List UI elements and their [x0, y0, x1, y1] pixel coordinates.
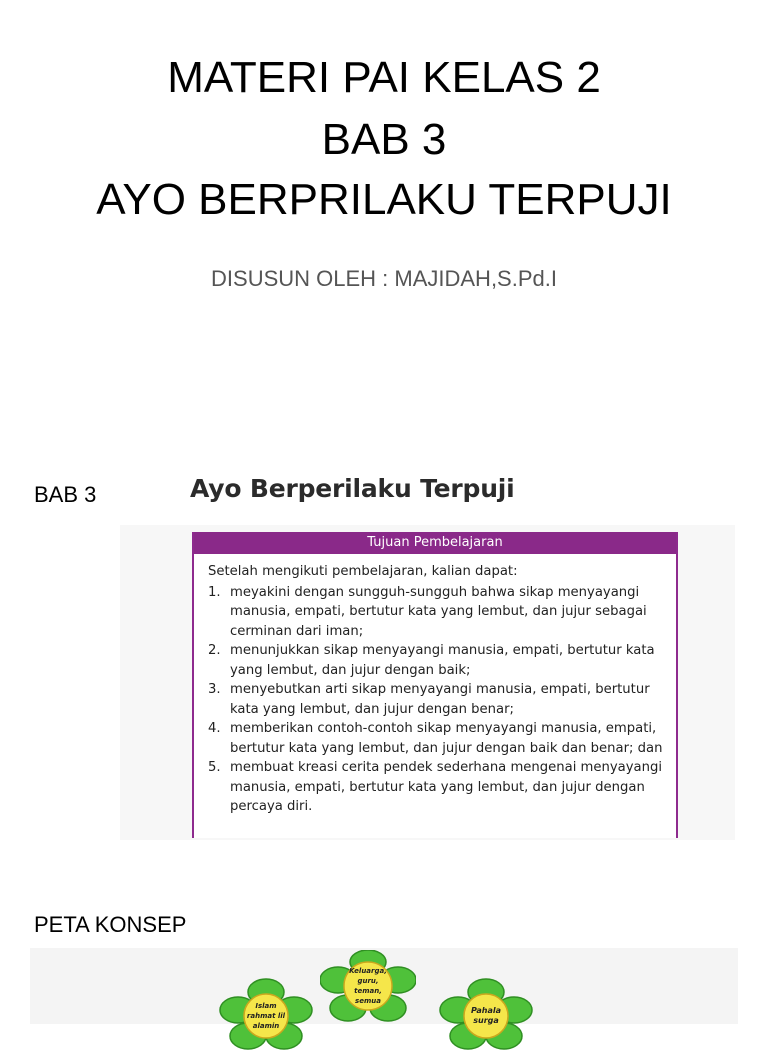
objective-item-2 [208, 641, 666, 680]
objective-text: memberikan contoh-contoh sikap menyayangi manusia, empati, bertutur kata yang lembut, dan jujur dengan baik dan benar; dan [230, 721, 663, 756]
concept-flower-pahala [438, 978, 534, 1058]
author-subtitle: DISUSUN OLEH : MAJIDAH,S.Pd.I [211, 266, 557, 291]
objective-number: 4. [208, 721, 221, 736]
objective-number: 3. [208, 682, 221, 697]
objective-number: 5. [208, 760, 221, 775]
objective-item-3 [208, 680, 666, 719]
objectives-body [194, 554, 676, 817]
book-chapter-heading: Ayo Berperilaku Terpuji [190, 474, 515, 503]
objective-item-4 [208, 719, 666, 758]
objectives-list [208, 583, 666, 817]
objective-text: membuat kreasi cerita pendek sederhana mengenai menyayangi manusia, empati, bertutur kata yang lembut, dan jujur dengan percaya diri. [230, 760, 663, 814]
flower-label: Keluarga, guru, teman, semua [349, 967, 387, 1005]
objective-number: 2. [208, 643, 221, 658]
concept-map-label: PETA KONSEP [34, 912, 187, 937]
title-line-2: BAB 3 [321, 115, 447, 164]
objective-text: menunjukkan sikap menyayangi manusia, empati, bertutur kata yang lembut, dan jujur dengan baik; [230, 643, 655, 678]
concept-flower-islam [218, 978, 314, 1058]
title-line-3: AYO BERPRILAKU TERPUJI [96, 175, 672, 224]
objective-text: menyebutkan arti sikap menyayangi manusia, empati, bertutur kata yang lembut, dan jujur dengan benar; [230, 682, 650, 717]
objectives-header: Tujuan Pembelajaran [194, 532, 676, 554]
concept-flower-keluarga [320, 950, 416, 1030]
flower-label: Islam rahmat lil alamin [246, 1002, 286, 1030]
chapter-label: BAB 3 [34, 482, 97, 507]
learning-objectives-box [192, 532, 678, 838]
flower-label: Pahala surga [471, 1006, 501, 1025]
title-line-1: MATERI PAI KELAS 2 [167, 53, 601, 102]
objectives-intro: Setelah mengikuti pembelajaran, kalian dapat: [208, 564, 518, 579]
objective-item-5 [208, 758, 666, 817]
objective-text: meyakini dengan sungguh-sungguh bahwa sikap menyayangi manusia, empati, bertutur kata yang lembut, dan jujur sebagai cerminan dari iman; [230, 584, 647, 639]
objective-item-1 [208, 583, 666, 642]
objective-number: 1. [208, 584, 221, 600]
title-slide [0, 0, 768, 440]
